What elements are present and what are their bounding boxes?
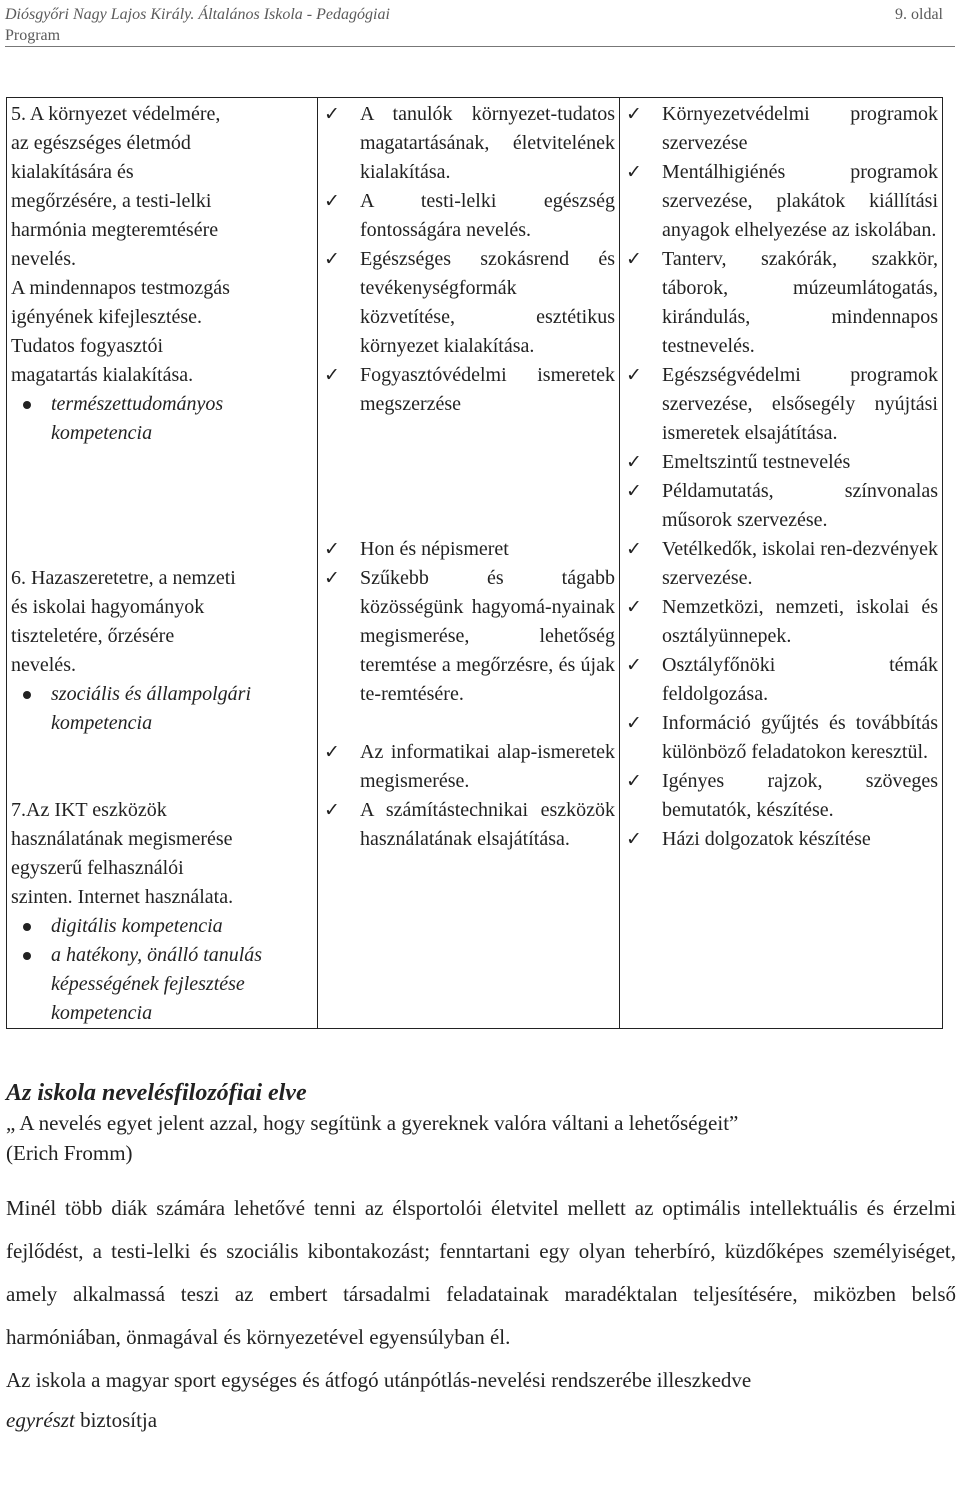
- checkmark-icon: ✓: [324, 364, 340, 386]
- activity-block: [624, 709, 938, 854]
- activity-item: [624, 158, 938, 245]
- activity-block: [624, 100, 938, 477]
- goal-text-line: 7.Az IKT eszközök: [11, 799, 167, 821]
- goal-text-line: kialakítására és: [11, 161, 134, 183]
- activity-item: [624, 535, 938, 593]
- activity-text: Nemzetközi, nemzeti, iskolai és osztályünnepek.: [662, 596, 938, 647]
- table-cell-tasks: [318, 98, 620, 1029]
- goal-block: [11, 100, 313, 448]
- philosophy-paragraph: Minél több diák számára lehetővé tenni az élsportolói életvitel mellett az optimális intellektuális és érzelmi fejlődést, a testi-lelki és szociális kibontakozást; fenntartani egy olyan teherbíró, küzdőképes személyiséget, amely alkalmassá teszi az embert társadalmi feladatainak maradéktalan teljesítésére, miközben belső harmóniában, önmagával és környezetével egyensúlyban él.: [6, 1196, 956, 1349]
- checkmark-icon: ✓: [324, 741, 340, 763]
- spacer: [11, 767, 313, 796]
- philosophy-heading: Az iskola nevelésfilozófiai elve: [6, 1080, 307, 1106]
- continuation-text: biztosítja: [74, 1408, 158, 1432]
- goal-text-line: egyszerű felhasználói: [11, 857, 184, 879]
- activity-text: Tanterv, szakórák, szakkör, táborok, múzeumlátogatás, kirándulás, mindennapos testnevelés.: [662, 248, 938, 357]
- task-item: [322, 245, 615, 361]
- spacer: [11, 506, 313, 535]
- bullet-dot-icon: [15, 680, 51, 738]
- activity-block: [624, 477, 938, 709]
- task-item: [322, 361, 615, 419]
- checkmark-icon: ✓: [626, 248, 642, 270]
- header-program: Program: [5, 27, 61, 44]
- goal-block: [11, 564, 313, 738]
- checkmark-icon: ✓: [324, 538, 340, 560]
- task-item: [322, 187, 615, 245]
- checkmark-icon: ✓: [626, 712, 642, 734]
- competency-item: [11, 390, 313, 448]
- activity-text: Információ gyűjtés és továbbítás különböző feladatokon keresztül.: [662, 712, 938, 763]
- emphasis-word: egyrészt: [6, 1408, 75, 1432]
- checkmark-icon: ✓: [626, 538, 642, 560]
- goal-text-line: harmónia megteremtésére: [11, 219, 219, 241]
- goal-text-line: magatartás kialakítása.: [11, 364, 194, 386]
- task-text: Az informatikai alap-ismeretek megismerése.: [360, 741, 615, 792]
- activity-item: [624, 361, 938, 448]
- task-item: [322, 564, 615, 709]
- goal-text-line: 5. A környezet védelmére,: [11, 103, 221, 125]
- activity-text: Vetélkedők, iskolai ren-dezvények szervezése.: [662, 538, 939, 589]
- task-text: Hon és népismeret: [360, 538, 509, 560]
- competency-item: [11, 941, 313, 1028]
- table-cell-activities: [620, 98, 943, 1029]
- activity-item: [624, 767, 938, 825]
- spacer: [322, 448, 615, 477]
- activity-item: [624, 651, 938, 709]
- table-row: [7, 98, 943, 1029]
- activity-item: [624, 448, 938, 477]
- goal-text-line: megőrzésére, a testi-lelki: [11, 190, 212, 212]
- activity-item: [624, 245, 938, 361]
- education-goals-table: [6, 97, 943, 1029]
- task-item: [322, 100, 615, 187]
- task-text: Szűkebb és tágabb közösségünk hagyomá-nyainak megismerése, lehetőség teremtése a megőrzésre, és újak te-remtésére.: [360, 567, 615, 705]
- task-block: [322, 100, 615, 419]
- activity-text: Osztályfőnöki témák feldolgozása.: [662, 654, 938, 705]
- spacer: [322, 506, 615, 535]
- checkmark-icon: ✓: [626, 770, 642, 792]
- goal-text-line: A mindennapos testmozgás: [11, 277, 230, 299]
- goal-text-line: 6. Hazaszeretetre, a nemzeti: [11, 567, 236, 589]
- goal-text-line: és iskolai hagyományok: [11, 596, 205, 618]
- sport-paragraph: Az iskola a magyar sport egységes és átfogó utánpótlás-nevelési rendszerébe illeszkedve: [6, 1368, 752, 1392]
- bullet-dot-icon: [15, 941, 51, 1028]
- goal-text-line: tiszteletére, őrzésére: [11, 625, 175, 647]
- checkmark-icon: ✓: [324, 103, 340, 125]
- competency-item: [11, 912, 313, 941]
- header-school: Diósgyőri Nagy Lajos Király. Általános Iskola - Pedagógiai: [5, 6, 390, 23]
- activity-item: [624, 477, 938, 535]
- competency-label: a hatékony, önálló tanulás képességének fejlesztése kompetencia: [51, 944, 263, 1024]
- activity-item: [624, 825, 938, 854]
- goal-text-line: az egészséges életmód: [11, 132, 191, 154]
- activity-text: Egészségvédelmi programok szervezése, elsősegély nyújtási ismeretek elsajátítása.: [662, 364, 938, 444]
- bullet-dot-icon: [15, 912, 51, 941]
- table-cell-goal: [7, 98, 318, 1029]
- spacer: [11, 535, 313, 564]
- goal-text-line: nevelés.: [11, 654, 76, 676]
- sport-paragraph-continued: [6, 1401, 956, 1439]
- goal-text-line: szinten. Internet használata.: [11, 886, 234, 908]
- quote-author: (Erich Fromm): [6, 1141, 133, 1165]
- activity-text: Környezetvédelmi programok szervezése: [662, 103, 938, 154]
- task-block: [322, 535, 615, 709]
- goal-text-line: Tudatos fogyasztói: [11, 335, 164, 357]
- checkmark-icon: ✓: [324, 190, 340, 212]
- checkmark-icon: ✓: [626, 480, 642, 502]
- activity-text: Házi dolgozatok készítése: [662, 828, 871, 850]
- task-item: [322, 738, 615, 796]
- task-text: Egészséges szokásrend és tevékenységformák közvetítése, esztétikus környezet kialakítása.: [360, 248, 615, 357]
- goal-text-line: nevelés.: [11, 248, 76, 270]
- page-number: 9. oldal: [895, 6, 943, 23]
- activity-item: [624, 593, 938, 651]
- task-block: [322, 738, 615, 854]
- activity-item: [624, 709, 938, 767]
- checkmark-icon: ✓: [626, 828, 642, 850]
- goal-text-line: használatának megismerése: [11, 828, 233, 850]
- activity-item: [624, 100, 938, 158]
- competency-label: természettudományos kompetencia: [51, 393, 224, 444]
- activity-text: Emeltszintű testnevelés: [662, 451, 851, 473]
- page-header: [5, 4, 955, 47]
- checkmark-icon: ✓: [324, 248, 340, 270]
- checkmark-icon: ✓: [626, 654, 642, 676]
- philosophy-section: [6, 1078, 956, 1439]
- activity-text: Példamutatás, színvonalas műsorok szervezése.: [662, 480, 938, 531]
- task-text: Fogyasztóvédelmi ismeretek megszerzése: [360, 364, 615, 415]
- philosophy-quote: „ A nevelés egyet jelent azzal, hogy segítünk a gyereknek valóra váltani a lehetőségeit”: [6, 1111, 739, 1135]
- checkmark-icon: ✓: [626, 103, 642, 125]
- checkmark-icon: ✓: [626, 451, 642, 473]
- bullet-dot-icon: [15, 390, 51, 448]
- checkmark-icon: ✓: [324, 799, 340, 821]
- spacer: [322, 709, 615, 738]
- activity-text: Igényes rajzok, szöveges bemutatók, készítése.: [662, 770, 938, 821]
- header-title: [5, 4, 525, 46]
- spacer: [322, 419, 615, 448]
- activity-text: Mentálhigiénés programok szervezése, plakátok kiállítási anyagok elhelyezése az iskolában.: [662, 161, 938, 241]
- checkmark-icon: ✓: [324, 567, 340, 589]
- checkmark-icon: ✓: [626, 596, 642, 618]
- task-item: [322, 535, 615, 564]
- checkmark-icon: ✓: [626, 364, 642, 386]
- task-item: [322, 796, 615, 854]
- spacer: [322, 477, 615, 506]
- competency-label: digitális kompetencia: [51, 915, 223, 937]
- goal-text-line: igényének kifejlesztése.: [11, 306, 203, 328]
- goal-block: [11, 796, 313, 1028]
- competency-item: [11, 680, 313, 738]
- task-text: A számítástechnikai eszközök használatának elsajátítása.: [360, 799, 615, 850]
- checkmark-icon: ✓: [626, 161, 642, 183]
- competency-label: szociális és állampolgári kompetencia: [51, 683, 252, 734]
- spacer: [11, 477, 313, 506]
- task-text: A testi-lelki egészség fontosságára nevelés.: [360, 190, 615, 241]
- task-text: A tanulók környezet-tudatos magatartásának, életvitelének kialakítása.: [360, 103, 615, 183]
